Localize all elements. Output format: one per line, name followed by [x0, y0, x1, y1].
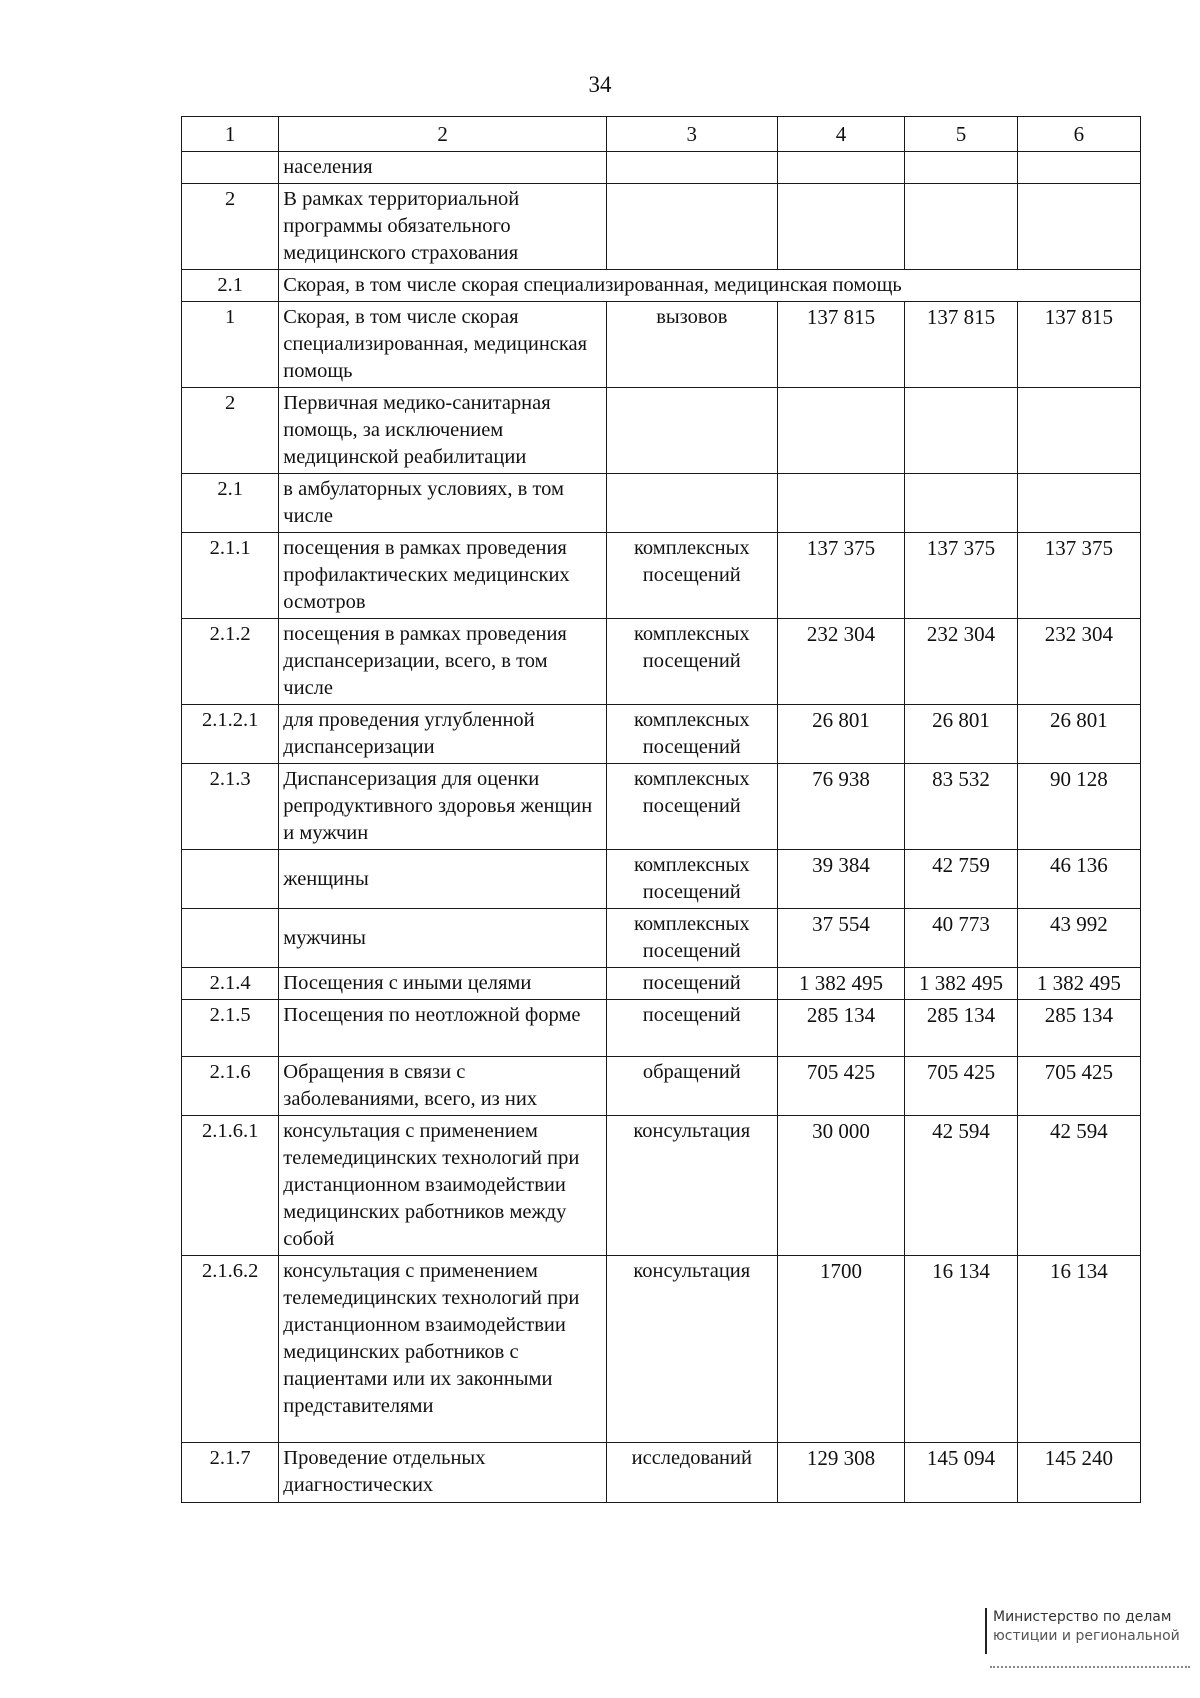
value-col-4: 76 938	[777, 764, 905, 850]
table-row	[182, 302, 1141, 388]
unit	[606, 388, 777, 474]
value-col-4: 1700	[777, 1256, 905, 1443]
value-col-6: 26 801	[1017, 705, 1140, 764]
value-col-5: 145 094	[905, 1443, 1017, 1503]
value-col-4: 30 000	[777, 1116, 905, 1256]
unit	[606, 184, 777, 270]
unit: комплексных посещений	[606, 533, 777, 619]
value-col-5: 1 382 495	[905, 968, 1017, 1000]
value-col-4: 26 801	[777, 705, 905, 764]
unit: обращений	[606, 1057, 777, 1116]
value-col-4: 37 554	[777, 909, 905, 968]
row-number: 2	[182, 184, 279, 270]
indicator-name: Посещения по неотложной форме	[279, 1000, 607, 1057]
data-table	[181, 116, 1141, 1503]
indicator-name: женщины	[279, 850, 607, 909]
unit: посещений	[606, 968, 777, 1000]
indicator-name: для проведения углубленной диспансеризации	[279, 705, 607, 764]
indicator-name: Первичная медико-санитарная помощь, за исключением медицинской реабилитации	[279, 388, 607, 474]
indicator-name: консультация с применением телемедицинских технологий при дистанционном взаимодействии медицинских работников между собой	[279, 1116, 607, 1256]
row-number	[182, 909, 279, 968]
value-col-5: 137 375	[905, 533, 1017, 619]
unit: посещений	[606, 1000, 777, 1057]
value-col-6: 46 136	[1017, 850, 1140, 909]
table-row	[182, 1057, 1141, 1116]
value-col-4: 705 425	[777, 1057, 905, 1116]
header-row	[182, 117, 1141, 152]
row-number: 2.1.1	[182, 533, 279, 619]
indicator-name: Проведение отдельных диагностических	[279, 1443, 607, 1503]
value-col-6: 145 240	[1017, 1443, 1140, 1503]
indicator-name: мужчины	[279, 909, 607, 968]
indicator-name: консультация с применением телемедицинских технологий при дистанционном взаимодействии медицинских работников с пациентами или их законными представителями	[279, 1256, 607, 1443]
table-row	[182, 909, 1141, 968]
row-number: 1	[182, 302, 279, 388]
value-col-5: 26 801	[905, 705, 1017, 764]
indicator-name: посещения в рамках проведения диспансеризации, всего, в том числе	[279, 619, 607, 705]
unit: комплексных посещений	[606, 619, 777, 705]
value-col-6: 137 375	[1017, 533, 1140, 619]
indicator-name: Диспансеризация для оценки репродуктивного здоровья женщин и мужчин	[279, 764, 607, 850]
value-col-5: 285 134	[905, 1000, 1017, 1057]
stamp-line-2: юстиции и региональной	[993, 1628, 1180, 1644]
indicator-name: населения	[279, 152, 607, 184]
value-col-6: 285 134	[1017, 1000, 1140, 1057]
indicator-name: В рамках территориальной программы обязательного медицинского страхования	[279, 184, 607, 270]
row-number: 2.1	[182, 474, 279, 533]
unit: консультация	[606, 1116, 777, 1256]
unit	[606, 152, 777, 184]
table-row	[182, 533, 1141, 619]
value-col-5: 42 594	[905, 1116, 1017, 1256]
value-col-5: 40 773	[905, 909, 1017, 968]
row-number: 2.1.6	[182, 1057, 279, 1116]
value-col-6	[1017, 152, 1140, 184]
header-col-2: 2	[279, 117, 607, 152]
value-col-6: 705 425	[1017, 1057, 1140, 1116]
header-col-1: 1	[182, 117, 279, 152]
unit: вызовов	[606, 302, 777, 388]
value-col-6	[1017, 388, 1140, 474]
value-col-4: 129 308	[777, 1443, 905, 1503]
value-col-4	[777, 184, 905, 270]
value-col-4: 232 304	[777, 619, 905, 705]
row-number	[182, 850, 279, 909]
section-heading: Скорая, в том числе скорая специализированная, медицинская помощь	[279, 270, 1141, 302]
value-col-5: 705 425	[905, 1057, 1017, 1116]
value-col-4: 1 382 495	[777, 968, 905, 1000]
row-number: 2	[182, 388, 279, 474]
value-col-6: 1 382 495	[1017, 968, 1140, 1000]
value-col-5: 232 304	[905, 619, 1017, 705]
value-col-6: 90 128	[1017, 764, 1140, 850]
header-col-3: 3	[606, 117, 777, 152]
row-number: 2.1.4	[182, 968, 279, 1000]
value-col-4	[777, 152, 905, 184]
indicator-name: в амбулаторных условиях, в том числе	[279, 474, 607, 533]
header-col-5: 5	[905, 117, 1017, 152]
row-number	[182, 152, 279, 184]
table-row	[182, 619, 1141, 705]
table-row	[182, 270, 1141, 302]
table-row	[182, 388, 1141, 474]
value-col-4	[777, 474, 905, 533]
unit: комплексных посещений	[606, 909, 777, 968]
value-col-5: 83 532	[905, 764, 1017, 850]
indicator-name: посещения в рамках проведения профилактических медицинских осмотров	[279, 533, 607, 619]
row-number: 2.1	[182, 270, 279, 302]
unit: исследований	[606, 1443, 777, 1503]
unit: консультация	[606, 1256, 777, 1443]
value-col-4: 137 815	[777, 302, 905, 388]
stamp-divider	[990, 1666, 1190, 1670]
table-row	[182, 1116, 1141, 1256]
indicator-name: Посещения с иными целями	[279, 968, 607, 1000]
row-number: 2.1.2.1	[182, 705, 279, 764]
table-body	[182, 152, 1141, 1503]
value-col-4: 39 384	[777, 850, 905, 909]
stamp-line-1: Министерство по делам	[993, 1609, 1172, 1625]
header-col-6: 6	[1017, 117, 1140, 152]
value-col-5: 16 134	[905, 1256, 1017, 1443]
table-row	[182, 764, 1141, 850]
row-number: 2.1.6.1	[182, 1116, 279, 1256]
value-col-5	[905, 152, 1017, 184]
value-col-5	[905, 474, 1017, 533]
value-col-6	[1017, 184, 1140, 270]
row-number: 2.1.2	[182, 619, 279, 705]
table-row	[182, 705, 1141, 764]
table-row	[182, 184, 1141, 270]
row-number: 2.1.5	[182, 1000, 279, 1057]
value-col-6	[1017, 474, 1140, 533]
value-col-5: 137 815	[905, 302, 1017, 388]
table-row	[182, 968, 1141, 1000]
value-col-6: 43 992	[1017, 909, 1140, 968]
value-col-6: 42 594	[1017, 1116, 1140, 1256]
table-row	[182, 152, 1141, 184]
unit: комплексных посещений	[606, 705, 777, 764]
row-number: 2.1.3	[182, 764, 279, 850]
value-col-4	[777, 388, 905, 474]
table-row	[182, 1000, 1141, 1057]
row-number: 2.1.6.2	[182, 1256, 279, 1443]
value-col-5	[905, 388, 1017, 474]
header-col-4: 4	[777, 117, 905, 152]
row-number: 2.1.7	[182, 1443, 279, 1503]
unit: комплексных посещений	[606, 850, 777, 909]
indicator-name: Скорая, в том числе скорая специализированная, медицинская помощь	[279, 302, 607, 388]
value-col-4: 285 134	[777, 1000, 905, 1057]
value-col-6: 16 134	[1017, 1256, 1140, 1443]
value-col-6: 137 815	[1017, 302, 1140, 388]
table-row	[182, 1443, 1141, 1503]
unit	[606, 474, 777, 533]
unit: комплексных посещений	[606, 764, 777, 850]
table-row	[182, 474, 1141, 533]
table-row	[182, 1256, 1141, 1443]
table-row	[182, 850, 1141, 909]
ministry-stamp	[985, 1608, 1200, 1654]
page-number: 34	[588, 72, 612, 97]
value-col-4: 137 375	[777, 533, 905, 619]
value-col-5: 42 759	[905, 850, 1017, 909]
indicator-name: Обращения в связи с заболеваниями, всего, из них	[279, 1057, 607, 1116]
value-col-6: 232 304	[1017, 619, 1140, 705]
value-col-5	[905, 184, 1017, 270]
